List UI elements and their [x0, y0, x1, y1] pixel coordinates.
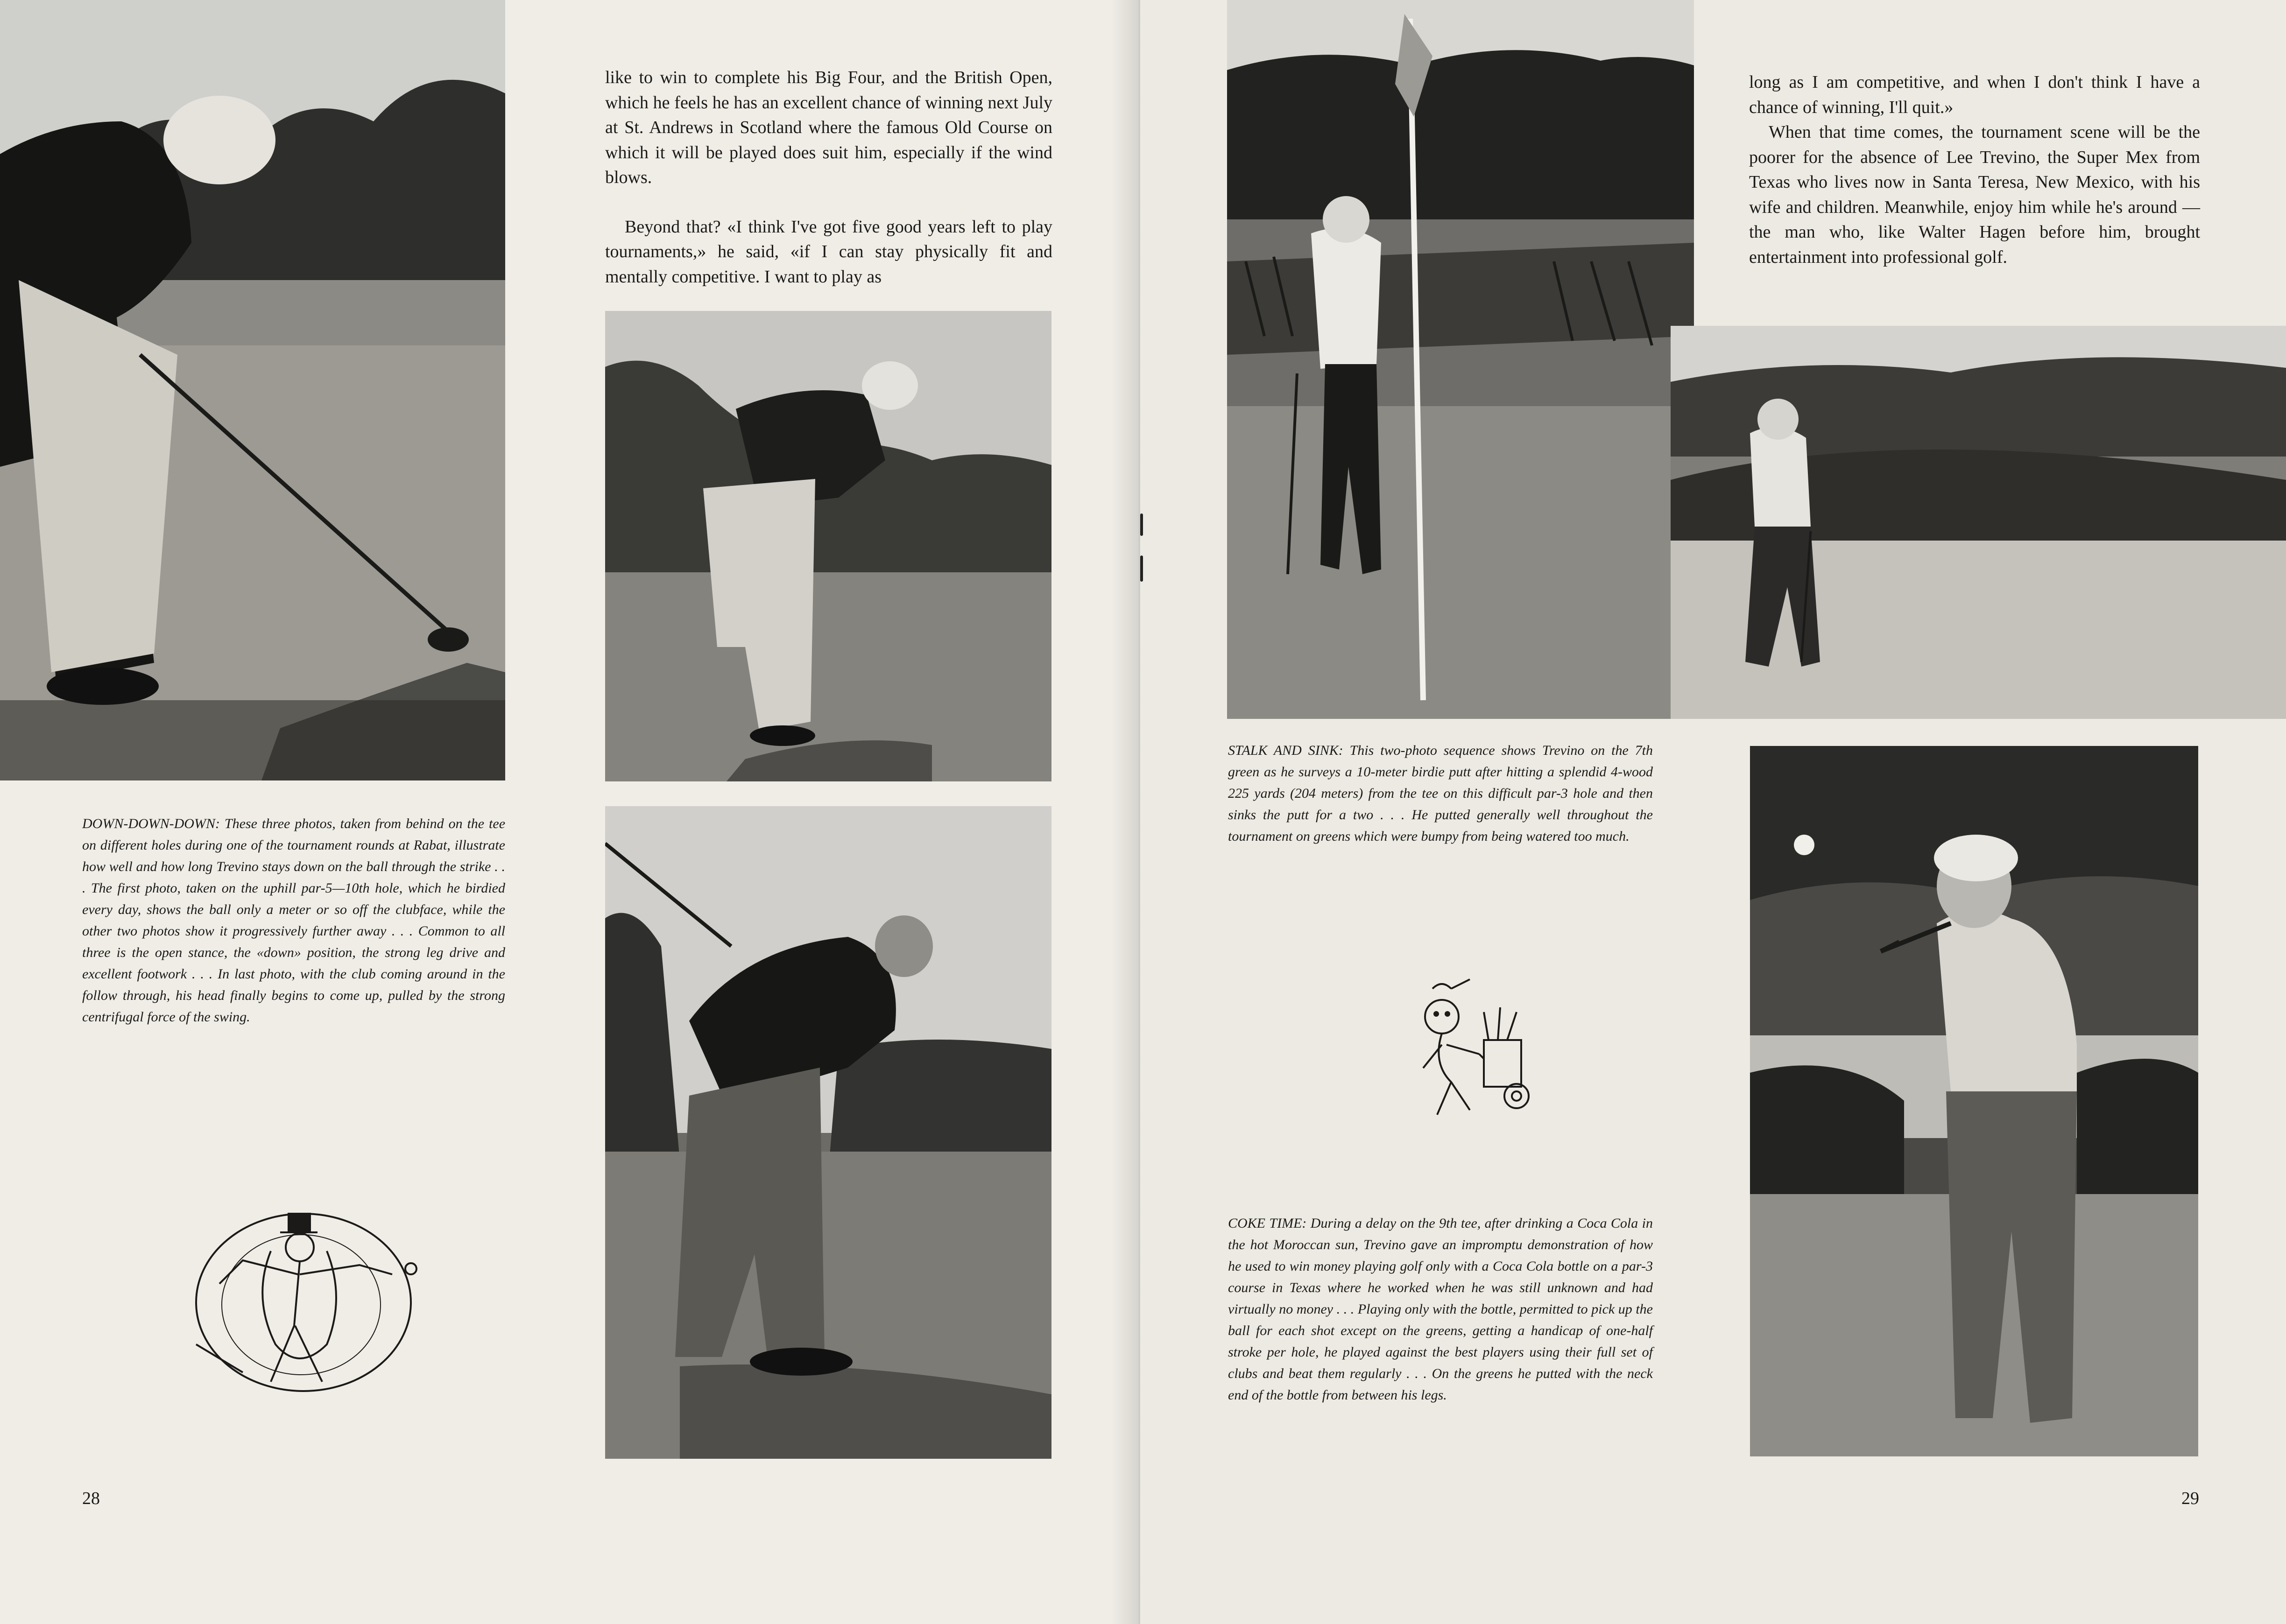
- binding-mark-1: [1140, 513, 1143, 536]
- left-body-paragraph-2: Beyond that? «I think I've got five good years left to play tournaments,» he said, «if I can stay physically fit and mentally competitive. I want to play as: [605, 217, 1052, 287]
- photo-sink-putt: [1671, 326, 2286, 719]
- caption-coke-time: [1228, 1213, 1653, 1406]
- right-body-text: [1749, 70, 2200, 270]
- photo-swing-tee-2: [605, 311, 1051, 781]
- left-body-text: [605, 65, 1052, 289]
- left-body-paragraph-1: like to win to complete his Big Four, and the British Open, which he feels he has an excellent chance of winning next July at St. Andrews in Scotland where the famous Old Course on which it will be played does suit him, especially if the wind blows.: [605, 68, 1052, 187]
- caption-down-down-down-lead: DOWN-DOWN-DOWN:: [82, 816, 220, 831]
- caption-coke-time-text: During a delay on the 9th tee, after drinking a Coca Cola in the hot Moroccan sun, Trevino gave an impromptu demonstration of how he used to win money playing golf only with a Coca Cola bottle on a par-3 course in Texas where he worked when he was still unknown and had virtually no money . . . Playing only with the bottle, permitted to pick up the ball for each shot except on the greens, getting a handicap of one-half stroke per hole, he played against the best players using their full set of clubs and beat them regularly . . . On the greens he putted with the neck end of the bottle from between his legs.: [1228, 1216, 1653, 1403]
- caption-stalk-and-sink: [1228, 740, 1653, 847]
- golfer-sketch-illustration: [177, 1204, 439, 1410]
- page-number-left: 28: [82, 1489, 100, 1508]
- right-body-paragraph-1: long as I am competitive, and when I don't think I have a chance of winning, I'll quit.»: [1749, 72, 2200, 117]
- page-number-right: 29: [2181, 1489, 2199, 1508]
- caddie-cartoon-illustration: [1404, 975, 1563, 1133]
- caption-stalk-and-sink-lead: STALK AND SINK:: [1228, 743, 1343, 758]
- photo-swing-tee-3: [605, 806, 1051, 1459]
- caption-down-down-down-text: These three photos, taken from behind on the tee on different holes during one of the tournament rounds at Rabat, illustrate how well and how long Trevino stays down on the ball through the strike . . . The first photo, taken on the uphill par-5—10th hole, which he birdied every day, shows the ball only a meter or so off the clubface, while the other two photos show it progressively further away . . . Common to all three is the open stance, the «down» position, the strong leg drive and excellent footwork . . . In last photo, with the club coming around in the follow through, his head finally begins to come up, pulled by the strong centrifugal force of the swing.: [82, 816, 506, 1025]
- right-page: [1140, 0, 2286, 1624]
- binding-mark-2: [1140, 555, 1143, 582]
- photo-stalk-green: [1227, 0, 1694, 719]
- photo-swing-tee-1: [0, 0, 505, 780]
- caption-down-down-down: [82, 813, 505, 1028]
- caption-stalk-and-sink-text: This two-photo sequence shows Trevino on the 7th green as he surveys a 10-meter birdie putt after hitting a splendid 4-wood 225 yards (204 meters) from the tee on this difficult par-3 hole and then sinks the putt for a two . . . He putted generally well throughout the tournament on greens which were bumpy from being watered too much.: [1228, 743, 1653, 844]
- caption-coke-time-lead: COKE TIME:: [1228, 1216, 1307, 1231]
- right-body-paragraph-2: When that time comes, the tournament scene will be the poorer for the absence of Lee Trevino, the Super Mex from Texas who lives now in Santa Teresa, New Mexico, with his wife and children. Meanwhile, enjoy him while he's around — the man who, like Walter Hagen before him, brought entertainment into professional golf.: [1749, 122, 2200, 267]
- photo-coke-time: [1750, 746, 2198, 1456]
- left-page: [0, 0, 1140, 1624]
